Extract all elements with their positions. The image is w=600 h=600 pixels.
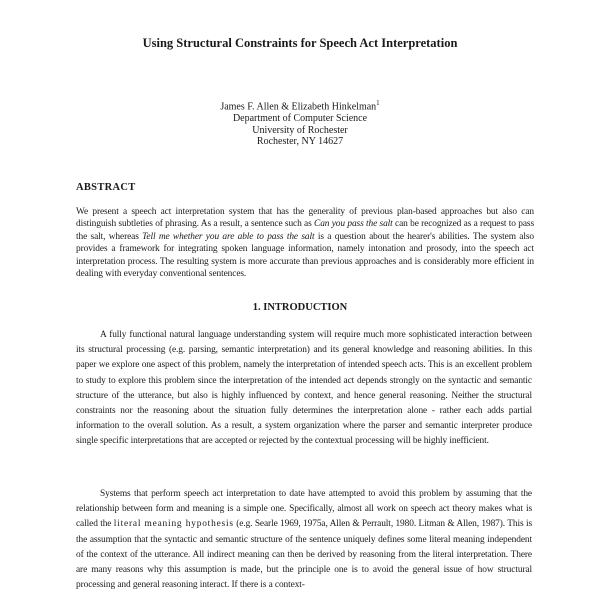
abstract-body — [76, 206, 534, 280]
intro-p2-term: literal meaning hypothesis — [113, 519, 234, 530]
university: University of Rochester — [252, 124, 348, 136]
abstract-example-2: Tell me whether you are able to pass the salt — [142, 231, 315, 242]
author-block — [0, 98, 600, 148]
paper-title: Using Structural Constraints for Speech Act Interpretation — [142, 36, 458, 50]
department: Department of Computer Science — [232, 112, 368, 124]
intro-p2-text-1: Systems that perform speech act interpretation to date have attempted to avoid this problem by assuming that the relationship between form and meaning is a simple one. Specifically, almost all work on speech act theory makes what is called the — [76, 489, 532, 530]
abstract-example-1: Can you pass the salt — [314, 219, 393, 230]
intro-paragraph-2 — [76, 487, 532, 593]
intro-paragraph-1: A fully functional natural language understanding system will require much more sophisticated interaction between its structural processing (e.g. parsing, semantic interpretation) and its general knowledge and reasoning abilities. In this paper we explore one aspect of this problem, namely the interpretation of intended speech acts. This is an excellent problem to study to explore this problem since the interpretation of the intended act depends strongly on the syntactic and semantic structure of the utterance, but also is highly influenced by context, and hence general reasoning. Neither the structural constraints nor the reasoning about the situation fully determines the interpretation alone - rather each adds partial information to the overall solution. As a result, a system organization where the parser and semantic interpreter produce single specific interpretations that are accepted or rejected by the contextual processing will be highly inefficient. — [76, 330, 532, 447]
abstract-text-2: can be recognized as a request to pass the salt, whereas — [76, 219, 534, 242]
author-names — [0, 98, 600, 113]
authors-text: James F. Allen & Elizabeth Hinkelman — [220, 101, 377, 113]
author-footnote-marker: 1 — [376, 99, 380, 107]
abstract-text-3: is a question about the hearer's abilities. The system also provides a framework for integrating spoken language information, namely intonation and prosody, into the speech act interpretation process. The resulting system is more accurate than previous approaches and is considerably more efficient in dealing with everyday conventional sentences. — [76, 231, 534, 280]
abstract-heading: ABSTRACT — [76, 182, 136, 193]
location: Rochester, NY 14627 — [256, 136, 344, 148]
section-heading-introduction: 1. INTRODUCTION — [252, 302, 348, 313]
intro-p2-text-2: (e.g. Searle 1969, 1975a, Allen & Perrault, 1980. Litman & Allen, 1987). This is the assumption that the syntactic and semantic structure of the sentence uniquely defines some literal meaning independent of the context of the utterance. All indirect meaning can then be derived by reasoning from the literal interpretation. There are many reasons why this assumption is made, but the principle one is to avoid the general issue of how structural processing and general reasoning interact. If there is a context- — [76, 519, 533, 591]
abstract-text-1: We present a speech act interpretation system that has the generality of previous plan-based approaches but also can distinguish subtleties of phrasing. As a result, a sentence such as — [76, 207, 534, 230]
